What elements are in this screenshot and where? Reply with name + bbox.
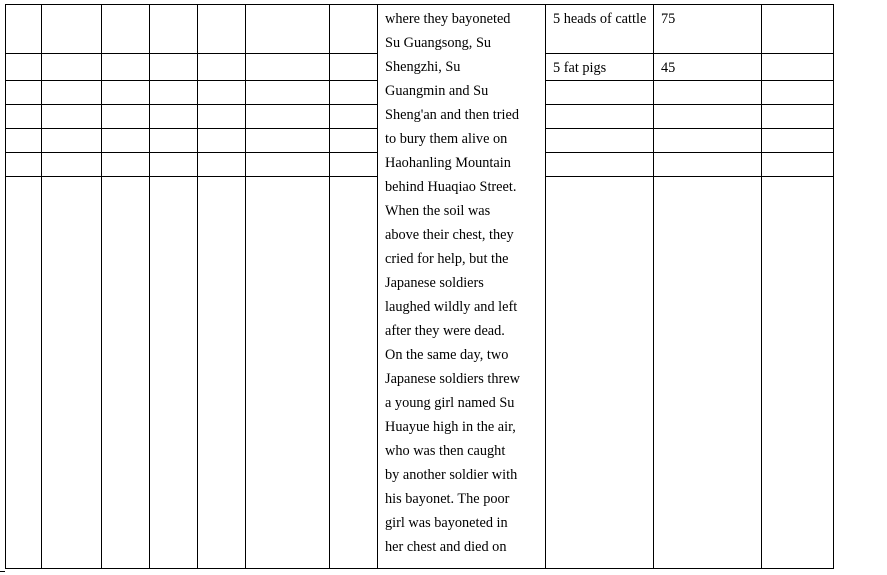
table-cell bbox=[654, 129, 762, 153]
table-cell bbox=[6, 129, 42, 153]
narrative-line: a young girl named Su bbox=[385, 395, 515, 411]
table-cell bbox=[102, 129, 150, 153]
narrative-line: who was then caught bbox=[385, 443, 506, 459]
table-cell bbox=[150, 54, 198, 81]
narrative-line: his bayonet. The poor bbox=[385, 491, 510, 507]
table-cell bbox=[762, 129, 834, 153]
table-cell bbox=[42, 129, 102, 153]
table-cell bbox=[330, 54, 378, 81]
narrative-line: above their chest, they bbox=[385, 227, 514, 243]
table-cell bbox=[102, 54, 150, 81]
table-cell bbox=[246, 153, 330, 177]
narrative-line: laughed wildly and left bbox=[385, 299, 518, 315]
narrative-line: Su Guangsong, Su bbox=[385, 35, 492, 51]
table-cell bbox=[762, 5, 834, 54]
table-cell bbox=[150, 177, 198, 569]
table-cell bbox=[654, 177, 762, 569]
table-cell bbox=[42, 153, 102, 177]
table-cell bbox=[654, 105, 762, 129]
loss-value-cell: 75 bbox=[654, 5, 762, 54]
narrative-line: Japanese soldiers threw bbox=[385, 371, 520, 387]
narrative-cell bbox=[378, 5, 546, 569]
table-cell bbox=[198, 81, 246, 105]
table-cell bbox=[198, 153, 246, 177]
table-cell bbox=[246, 177, 330, 569]
table-cell bbox=[762, 153, 834, 177]
table-cell bbox=[150, 129, 198, 153]
table-cell bbox=[198, 129, 246, 153]
table-cell bbox=[150, 81, 198, 105]
table-cell bbox=[330, 5, 378, 54]
narrative-line: her chest and died on bbox=[385, 539, 507, 555]
table-cell bbox=[6, 153, 42, 177]
losses-table bbox=[5, 4, 834, 569]
table-cell bbox=[102, 81, 150, 105]
table-cell bbox=[330, 153, 378, 177]
table-cell bbox=[102, 153, 150, 177]
table-cell bbox=[246, 81, 330, 105]
table-cell bbox=[762, 177, 834, 569]
narrative-line: behind Huaqiao Street. bbox=[385, 179, 517, 195]
table-cell bbox=[762, 54, 834, 81]
table-cell bbox=[6, 54, 42, 81]
table-cell bbox=[198, 5, 246, 54]
table-cell bbox=[198, 105, 246, 129]
narrative-line: girl was bayoneted in bbox=[385, 515, 508, 531]
table-cell bbox=[546, 129, 654, 153]
table-cell bbox=[42, 177, 102, 569]
table-row bbox=[6, 5, 834, 54]
narrative-line: Shengzhi, Su bbox=[385, 59, 461, 75]
table-cell bbox=[762, 105, 834, 129]
table-cell bbox=[246, 129, 330, 153]
table-cell bbox=[546, 105, 654, 129]
table-cell bbox=[246, 5, 330, 54]
narrative-line: Huayue high in the air, bbox=[385, 419, 516, 435]
table-cell bbox=[330, 105, 378, 129]
narrative-line: after they were dead. bbox=[385, 323, 505, 339]
table-cell bbox=[150, 5, 198, 54]
table-cell bbox=[42, 81, 102, 105]
table-cell bbox=[6, 105, 42, 129]
loss-item-cell: 5 heads of cattle bbox=[546, 5, 654, 54]
table-cell bbox=[654, 153, 762, 177]
table-cell bbox=[102, 177, 150, 569]
narrative-line: Japanese soldiers bbox=[385, 275, 484, 291]
table-cell bbox=[246, 105, 330, 129]
table-cell bbox=[330, 129, 378, 153]
table-cell bbox=[42, 105, 102, 129]
table-cell bbox=[102, 5, 150, 54]
narrative-line: Sheng'an and then tried bbox=[385, 107, 519, 123]
table-cell bbox=[6, 177, 42, 569]
narrative-line: to bury them alive on bbox=[385, 131, 508, 147]
table-cell bbox=[6, 81, 42, 105]
narrative-line: Guangmin and Su bbox=[385, 83, 489, 99]
table-cell bbox=[198, 54, 246, 81]
table-cell bbox=[654, 81, 762, 105]
table-cell bbox=[762, 81, 834, 105]
narrative-line: cried for help, but the bbox=[385, 251, 509, 267]
narrative-line: When the soil was bbox=[385, 203, 491, 219]
narrative-line: where they bayoneted bbox=[385, 11, 511, 27]
table-cell bbox=[42, 5, 102, 54]
table-cell bbox=[546, 81, 654, 105]
loss-value-cell: 45 bbox=[654, 54, 762, 81]
table-cell bbox=[546, 177, 654, 569]
narrative-line: On the same day, two bbox=[385, 347, 509, 363]
table-cell bbox=[6, 5, 42, 54]
table-cell bbox=[150, 153, 198, 177]
table-cell bbox=[198, 177, 246, 569]
table-cell bbox=[42, 54, 102, 81]
table-cell bbox=[102, 105, 150, 129]
table-cell bbox=[246, 54, 330, 81]
loss-item-cell: 5 fat pigs bbox=[546, 54, 654, 81]
table-cell bbox=[330, 177, 378, 569]
table-cell bbox=[150, 105, 198, 129]
table-cell bbox=[330, 81, 378, 105]
table-cell bbox=[546, 153, 654, 177]
narrative-line: by another soldier with bbox=[385, 467, 518, 483]
narrative-line: Haohanling Mountain bbox=[385, 155, 511, 171]
margin-corner-mark bbox=[0, 571, 5, 572]
